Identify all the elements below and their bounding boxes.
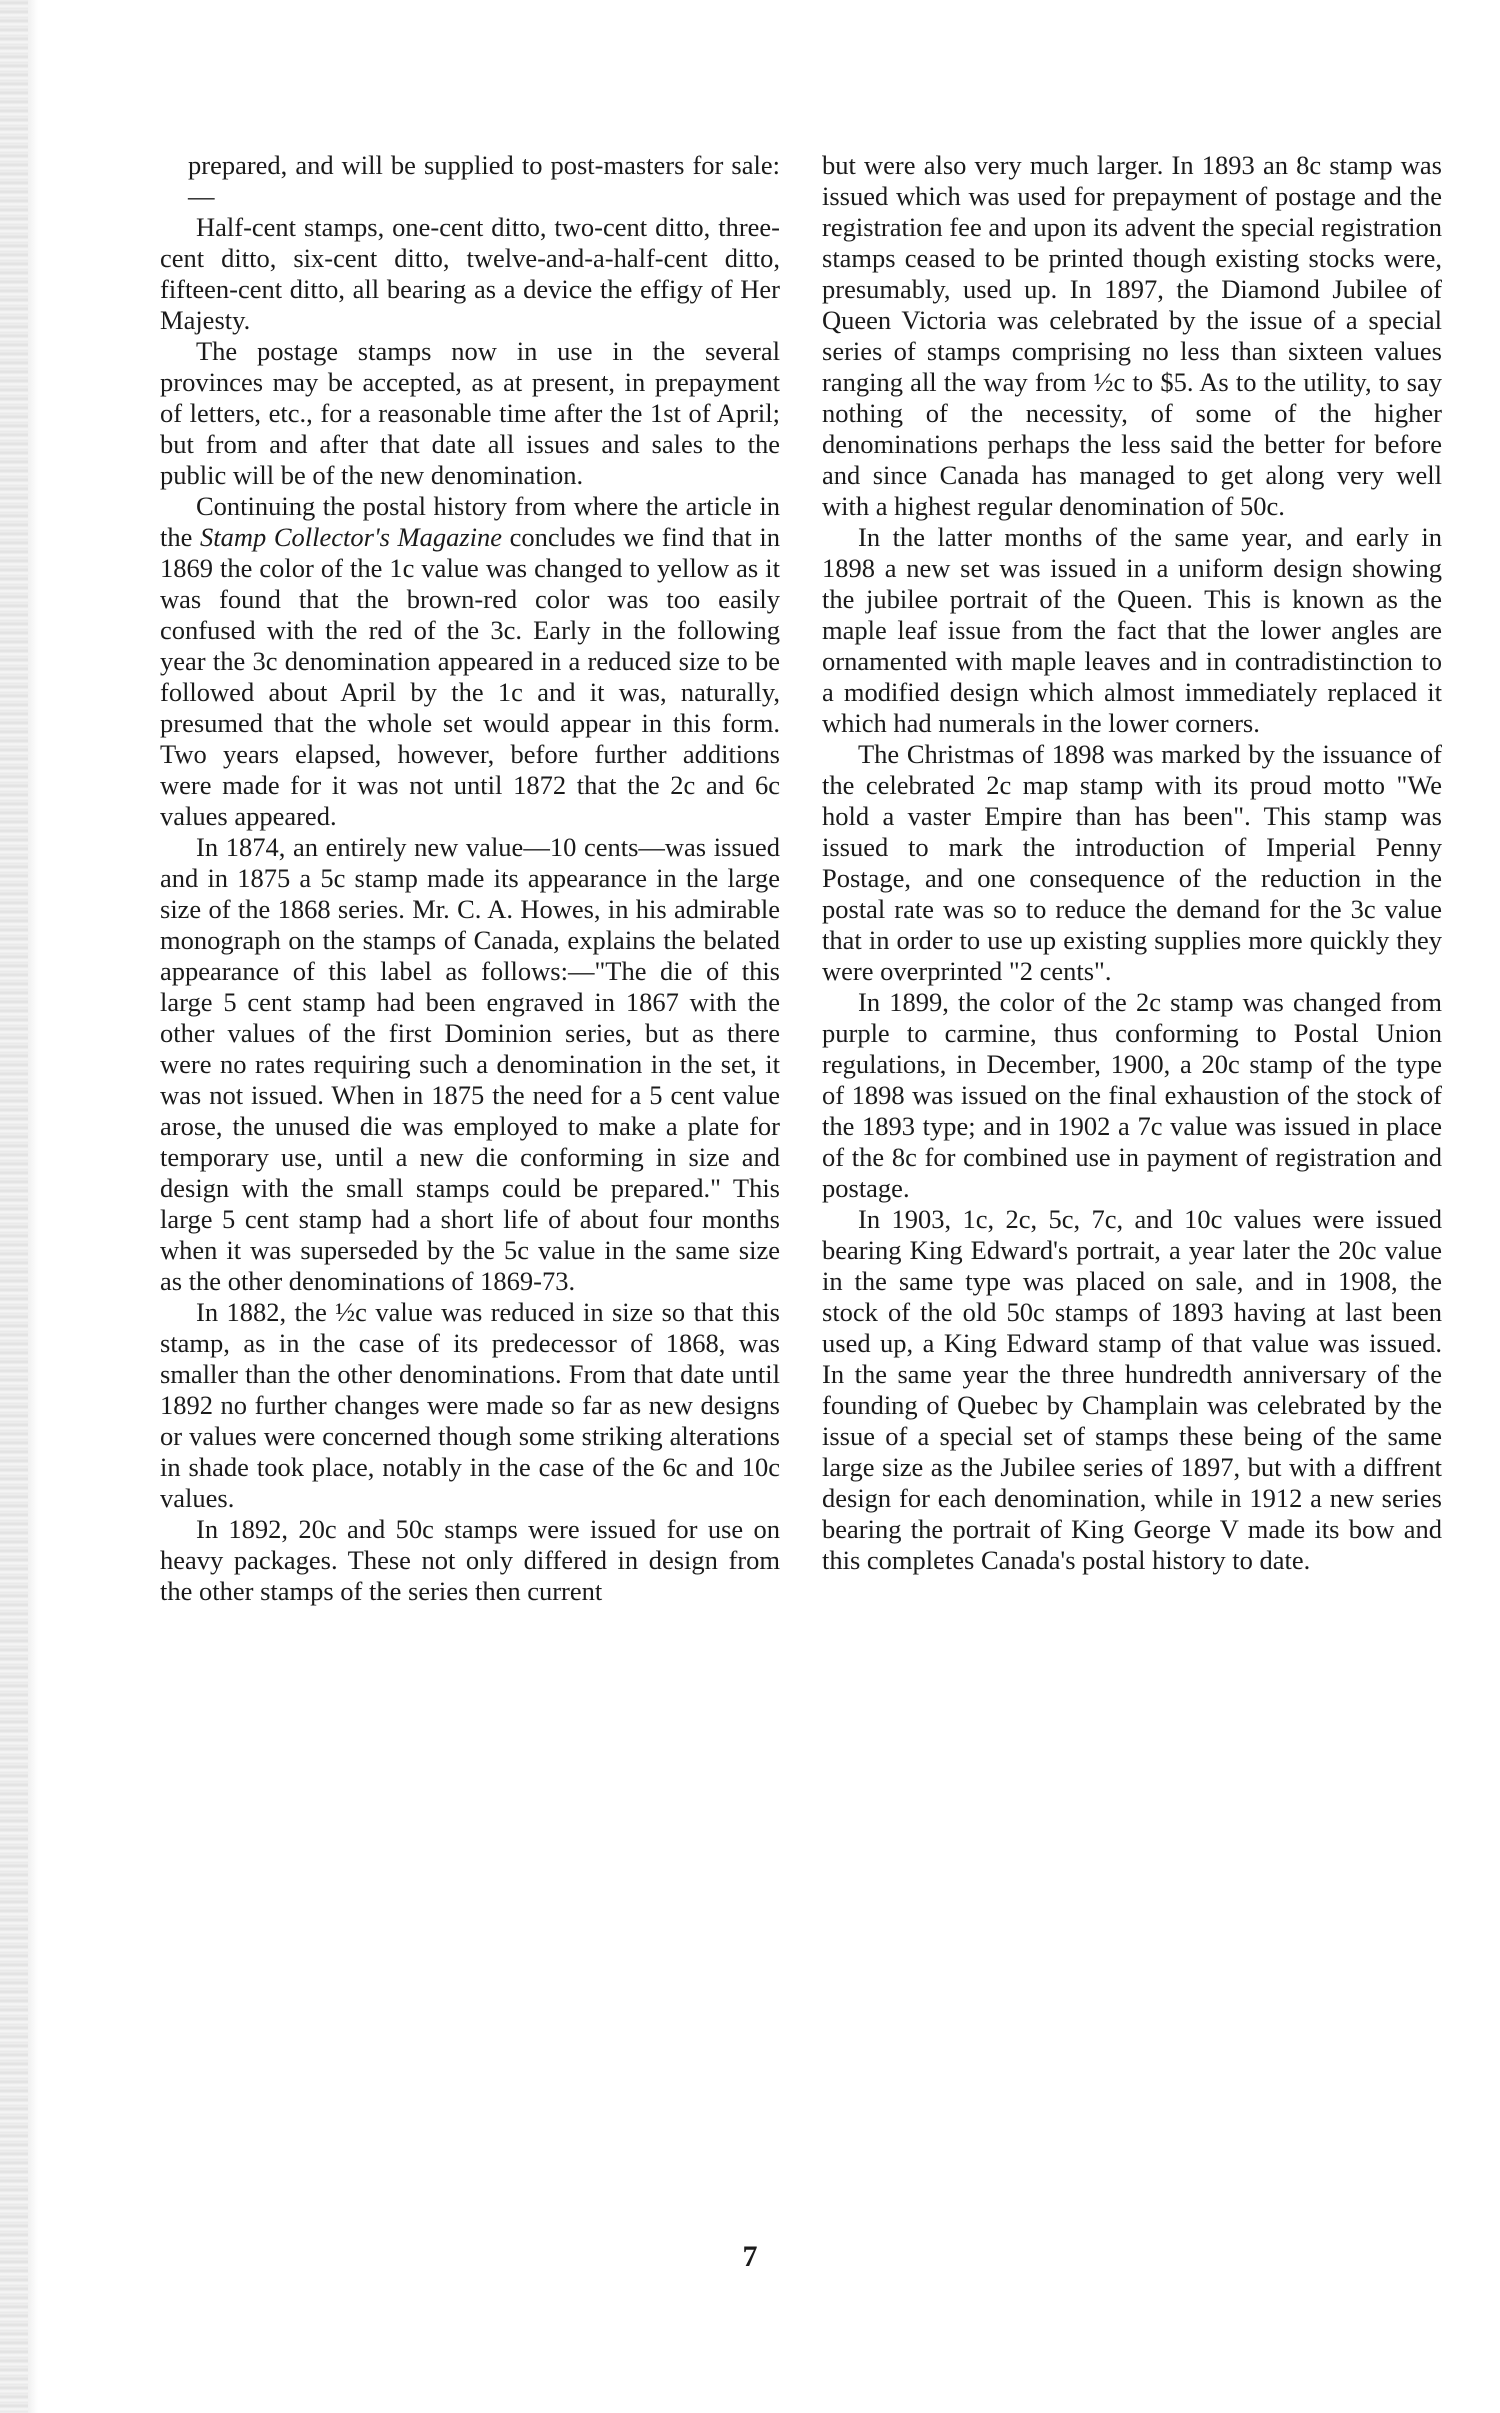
right-column — [822, 150, 1442, 1576]
left-paragraph-5: In 1874, an entirely new value—10 cents—was issued and in 1875 a 5c stamp made its appearance in the large size of the 1868 series. Mr. C. A. Howes, in his admirable monograph on the stamps of Canada, explains the belated appearance of this label as follows:—"The die of this large 5 cent stamp had been engraved in 1867 with the other values of the first Dominion series, but as there were no rates requiring such a denomination in the set, it was not issued. When in 1875 the need for a 5 cent value arose, the unused die was employed to make a plate for temporary use, until a new die conforming in size and design with the small stamps could be prepared." This large 5 cent stamp had a short life of about four months when it was superseded by the 5c value in the same size as the other denominations of 1869-73. — [160, 832, 780, 1296]
left-column — [160, 150, 780, 1607]
left-paragraph-2: Half-cent stamps, one-cent ditto, two-cent ditto, three-cent ditto, six-cent ditto, twelve-and-a-half-cent ditto, fifteen-cent ditto, all bearing as a device the effigy of Her Majesty. — [160, 212, 780, 335]
left-paragraph-4 — [160, 491, 780, 832]
left-paragraph-6: In 1882, the ½c value was reduced in size so that this stamp, as in the case of its predecessor of 1868, was smaller than the other denominations. From that date until 1892 no further changes were made so far as new designs or values were concerned though some striking alterations in shade took place, notably in the case of the 6c and 10c values. — [160, 1297, 780, 1513]
left-paragraph-1: prepared, and will be supplied to post-masters for sale:— — [188, 150, 780, 211]
paragraph-text: Continuing the postal history from where the article in the — [160, 491, 780, 552]
right-paragraph-4: In 1899, the color of the 2c stamp was changed from purple to carmine, thus conforming to Postal Union regulations, in December, 1900, a 20c stamp of the type of 1898 was issued on the final exhaustion of the stock of the 1893 type; and in 1902 a 7c value was issued in place of the 8c for combined use in payment of registration and postage. — [822, 987, 1442, 1203]
paragraph-text: concludes we find that in 1869 the color of the 1c value was changed to yellow as it was found that the brown-red color was too easily confused with the red of the 3c. Early in the following year the 3c denomination appeared in a reduced size to be followed about April by the 1c and it was, naturally, presumed that the whole set would appear in this form. Two years elapsed, however, before further additions were made for it was not until 1872 that the 2c and 6c values appeared. — [160, 522, 780, 831]
right-paragraph-1: but were also very much larger. In 1893 an 8c stamp was issued which was used for prepayment of postage and the registration fee and upon its advent the special registration stamps ceased to be printed though existing stocks were, presumably, used up. In 1897, the Diamond Jubilee of Queen Victoria was celebrated by the issue of a special series of stamps comprising no less than sixteen values ranging all the way from ½c to $5. As to the utility, to say nothing of the necessity, of some of the higher denominations perhaps the less said the better for before and since Canada has managed to get along very well with a highest regular denomination of 50c. — [822, 150, 1442, 521]
right-paragraph-5: In 1903, 1c, 2c, 5c, 7c, and 10c values were issued bearing King Edward's portrait, a year later the 20c value in the same type was placed on sale, and in 1908, the stock of the old 50c stamps of 1893 having at last been used up, a King Edward stamp of that value was issued. In the same year the three hundredth anniversary of the founding of Quebec by Champlain was celebrated by the issue of a special set of stamps these being of the same large size as the Jubilee series of 1897, but with a diffrent design for each denomination, while in 1912 a new series bearing the portrait of King George V made its bow and this completes Canada's postal history to date. — [822, 1204, 1442, 1575]
left-paragraph-3: The postage stamps now in use in the several provinces may be accepted, as at present, in prepayment of letters, etc., for a reasonable time after the 1st of April; but from and after that date all issues and sales to the public will be of the new denomination. — [160, 336, 780, 490]
scan-edge-shading — [0, 0, 28, 2413]
right-paragraph-2: In the latter months of the same year, and early in 1898 a new set was issued in a uniform design showing the jubilee portrait of the Queen. This is known as the maple leaf issue from the fact that the lower angles are ornamented with maple leaves and in contradistinction to a modified design which almost immediately replaced it which had numerals in the lower corners. — [822, 522, 1442, 738]
left-paragraph-7: In 1892, 20c and 50c stamps were issued for use on heavy packages. These not only differed in design from the other stamps of the series then current — [160, 1514, 780, 1606]
scan-edge-gradient — [28, 0, 38, 2413]
italic-title: Stamp Collector's Magazine — [199, 522, 503, 552]
right-paragraph-3: The Christmas of 1898 was marked by the issuance of the celebrated 2c map stamp with its proud motto "We hold a vaster Empire than has been". This stamp was issued to mark the introduction of Imperial Penny Postage, and one consequence of the reduction in the postal rate was so to reduce the demand for the 3c value that in order to use up existing supplies more quickly they were overprinted "2 cents". — [822, 739, 1442, 986]
page-number: 7 — [742, 2240, 758, 2273]
